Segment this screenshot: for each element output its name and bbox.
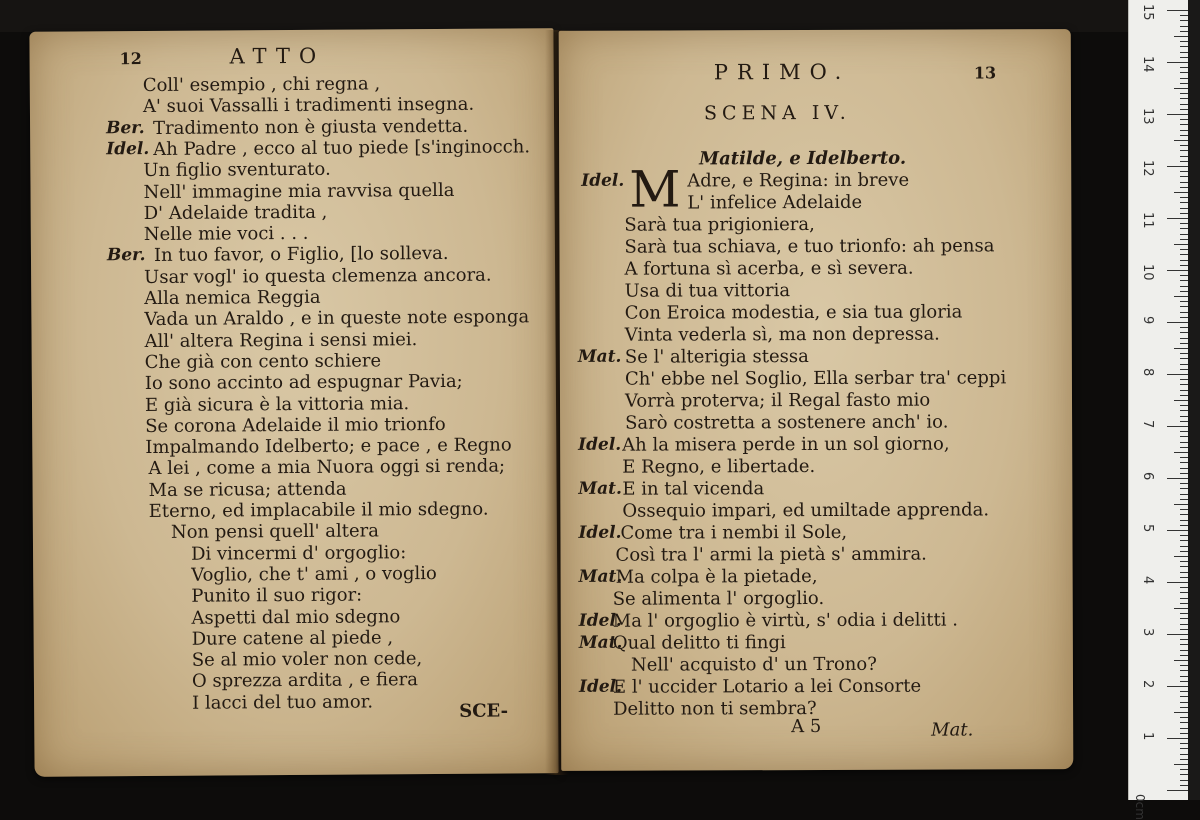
left-text-line: All' altera Regina i sensi miei. [144, 328, 418, 352]
drop-cap: M [629, 160, 681, 219]
right-text-line: Così tra l' armi la pietà s' ammira. [615, 543, 927, 566]
right-text-line: Vorrà proterva; il Regal fasto mio [624, 389, 931, 412]
ruler-number: 13 [1140, 108, 1155, 125]
left-text-line: Coll' esempio , chi regna , [142, 73, 381, 97]
left-text-line: A lei , come a mia Nuora oggi si renda; [148, 455, 506, 480]
ruler-tick [1174, 556, 1189, 557]
ruler-number: 12 [1140, 160, 1155, 177]
right-speaker-label: Idel. [581, 170, 625, 191]
ruler-number: 3 [1140, 628, 1155, 637]
right-text-line: Con Eroica modestia, e sia tua gloria [624, 301, 963, 324]
ruler-tick [1167, 166, 1189, 167]
right-page [559, 29, 1074, 771]
left-text-line: Alla nemica Reggia [144, 286, 321, 310]
ruler-edge [1188, 0, 1200, 800]
left-speaker-label: Ber. [106, 117, 145, 138]
right-speaker-label: Mat. [578, 478, 622, 499]
ruler-number: 11 [1140, 212, 1155, 229]
right-speaker-label: Idel. [578, 434, 622, 455]
right-text-line: Sarò costretta a sostenere anch' io. [625, 411, 949, 434]
ruler-tick [1167, 790, 1189, 791]
left-text-line: Ah Padre , ecco al tuo piede [s'inginocch. [153, 136, 531, 160]
right-text-line: Se alimenta l' orgoglio. [612, 587, 825, 610]
ruler-tick [1174, 348, 1189, 349]
ruler-tick [1174, 764, 1189, 765]
right-speaker-label: Mat. [578, 632, 623, 653]
ruler-number: 1 [1140, 732, 1155, 741]
scene-characters: Matilde, e Idelberto. [699, 147, 907, 170]
ruler-tick [1167, 114, 1189, 115]
left-text-line: Impalmando Idelberto; e pace , e Regno [145, 434, 512, 459]
ruler-number: 10 [1140, 264, 1155, 281]
left-text-line: E già sicura è la vittoria mia. [144, 392, 410, 416]
right-text-line: L' infelice Adelaide [687, 191, 863, 214]
right-page-header: PRIMO. [713, 59, 851, 85]
ruler-tick [1167, 634, 1189, 635]
left-text-line: Se al mio voler non cede, [191, 648, 423, 671]
right-text-line: Sarà tua schiava, e tuo trionfo: ah pensa [624, 235, 995, 258]
ruler-tick [1167, 582, 1189, 583]
right-catchword: Mat. [931, 719, 974, 741]
right-text-line: E in tal vicenda [622, 478, 765, 500]
right-text-line: Adre, e Regina: in breve [687, 169, 910, 192]
scene-title: SCENA IV. [703, 101, 851, 125]
left-text-line: Ma se ricusa; attenda [148, 478, 347, 501]
ruler-tick [1167, 10, 1189, 11]
right-text-line: Se l' alterigia stessa [624, 346, 809, 368]
left-text-line: Punito il suo rigor: [191, 584, 363, 607]
left-text-line: Voglio, che t' ami , o voglio [191, 562, 437, 586]
left-text-line: Aspetti dal mio sdegno [191, 605, 401, 629]
ruler-tick [1174, 192, 1189, 193]
ruler-number: 7 [1140, 420, 1155, 429]
left-text-line: Eterno, ed implacabile il mio sdegno. [148, 498, 489, 523]
ruler-tick [1167, 374, 1189, 375]
left-text-line: Che già con cento schiere [144, 350, 382, 373]
right-speaker-label: Mat. [578, 566, 623, 587]
right-text-line: Vinta vederla sì, ma non depressa. [624, 323, 940, 346]
left-catchword: SCE- [459, 700, 509, 722]
left-text-line: Se corona Adelaide il mio trionfo [145, 413, 446, 437]
ruler-tick [1167, 478, 1189, 479]
ruler-number: 9 [1140, 316, 1155, 325]
ruler-tick [1167, 530, 1189, 531]
ruler-tick [1174, 244, 1189, 245]
ruler-tick [1174, 608, 1189, 609]
signature-mark: A 5 [791, 715, 822, 738]
left-text-line: In tuo favor, o Figlio, [lo solleva. [153, 243, 449, 267]
ruler-number: 6 [1140, 472, 1155, 481]
ruler-tick [1174, 88, 1189, 89]
right-text-line: Ah la misera perde in un sol giorno, [622, 433, 950, 456]
ruler-tick [1174, 296, 1189, 297]
right-speaker-label: Idel. [578, 676, 623, 697]
right-text-line: Usa di tua vittoria [624, 280, 791, 302]
left-page-number: 12 [119, 49, 142, 69]
right-text-line: Ma l' orgoglio è virtù, s' odia i delitti . [612, 609, 959, 632]
left-text-line: Vada un Araldo , e in queste note esponga [144, 306, 530, 331]
background-top [0, 0, 1130, 32]
ruler-tick [1167, 218, 1189, 219]
ruler-tick [1167, 322, 1189, 323]
measuring-ruler [1128, 0, 1189, 820]
right-text-line: Ossequio impari, ed umiltade apprenda. [622, 499, 990, 522]
left-text-line: Di vincermi d' orgoglio: [190, 541, 407, 565]
right-text-line: Delitto non ti sembra? [613, 697, 817, 720]
ruler-tick [1174, 452, 1189, 453]
ruler-number: 8 [1140, 368, 1155, 377]
left-text-line: A' suoi Vassalli i tradimenti insegna. [142, 94, 475, 118]
ruler-tick [1174, 140, 1189, 141]
left-text-line: Tradimento non è giusta vendetta. [153, 115, 469, 139]
left-text-line: Nell' immagine mia ravvisa quella [143, 179, 455, 203]
right-speaker-label: Idel. [578, 610, 622, 631]
left-text-line: Dure catene al piede , [191, 627, 394, 650]
right-text-line: Ch' ebbe nel Soglio, Ella serbar tra' ceppi [624, 367, 1007, 390]
right-text-line: Nell' acquisto d' un Trono? [630, 653, 877, 676]
left-page-header: ATTO [229, 43, 326, 69]
ruler-number: 4 [1140, 576, 1155, 585]
right-text-line: Qual delitto ti fingi [612, 632, 786, 654]
left-text-line: O sprezza ardita , e fiera [191, 669, 419, 693]
ruler-number: 2 [1140, 680, 1155, 689]
ruler-tick [1167, 686, 1189, 687]
left-text-line: Nelle mie voci . . . [143, 222, 309, 246]
ruler-tick [1174, 400, 1189, 401]
right-text-line: A fortuna sì acerba, e sì severa. [624, 257, 914, 280]
ruler-tick [1174, 504, 1189, 505]
right-text-line: E l' uccider Lotario a lei Consorte [612, 675, 922, 698]
left-text-line: I lacci del tuo amor. [192, 691, 374, 714]
ruler-tick [1167, 270, 1189, 271]
ruler-tick [1174, 660, 1189, 661]
ruler-unit-label: 0cm [1133, 794, 1147, 820]
left-speaker-label: Ber. [106, 245, 146, 266]
ruler-tick [1174, 712, 1189, 713]
left-text-line: Usar vogl' io questa clemenza ancora. [144, 264, 492, 288]
left-page [29, 28, 558, 777]
ruler-number: 15 [1140, 4, 1155, 21]
left-text-line: Un figlio sventurato. [143, 158, 331, 182]
right-text-line: Come tra i nembi il Sole, [620, 521, 848, 544]
ruler-number: 14 [1140, 56, 1155, 73]
ruler-tick [1167, 426, 1189, 427]
ruler-tick [1174, 36, 1189, 37]
right-text-line: Sarà tua prigioniera, [624, 214, 815, 236]
left-text-line: D' Adelaide tradita , [143, 201, 328, 224]
ruler-tick [1167, 738, 1189, 739]
right-text-line: Ma colpa è la pietade, [615, 565, 818, 588]
ruler-number: 5 [1140, 524, 1155, 533]
right-text-line: E Regno, e libertade. [622, 456, 816, 478]
right-page-number: 13 [973, 63, 997, 83]
ruler-tick [1167, 62, 1189, 63]
right-speaker-label: Idel. [578, 522, 622, 543]
left-text-line: Non pensi quell' altera [170, 520, 380, 544]
right-speaker-label: Mat. [577, 346, 622, 367]
left-text-line: Io sono accinto ad espugnar Pavia; [144, 371, 463, 395]
left-speaker-label: Idel. [106, 138, 150, 160]
